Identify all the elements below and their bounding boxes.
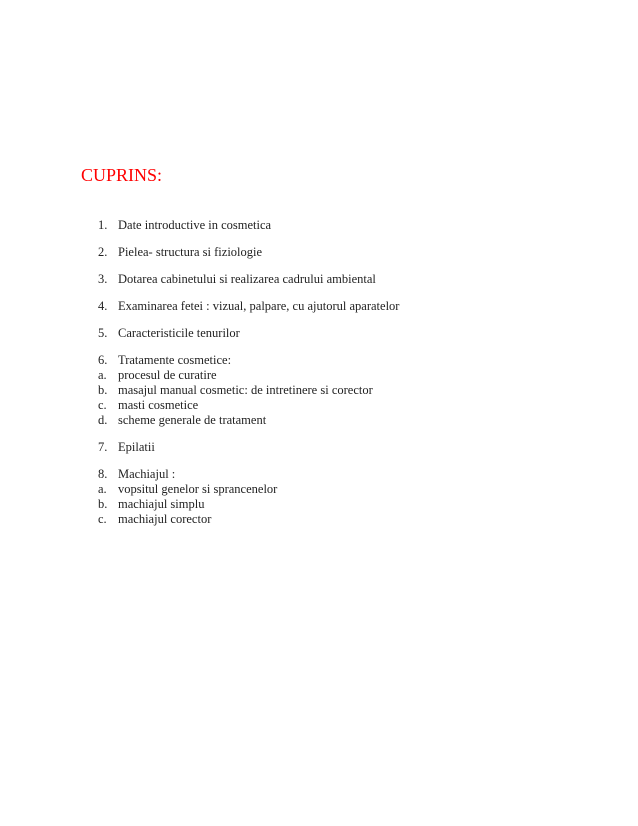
toc-item-text: Caracteristicile tenurilor [118, 326, 240, 340]
toc-subitem-letter: d. [98, 413, 108, 427]
toc-subitem [98, 413, 598, 428]
toc-item [98, 467, 598, 482]
page-title: CUPRINS: [81, 165, 163, 185]
toc-item-text: Pielea- structura si fiziologie [118, 245, 263, 259]
toc-subitem-letter: a. [98, 482, 107, 496]
toc-item-text: Dotarea cabinetului si realizarea cadrului ambiental [118, 272, 376, 286]
toc-item [98, 245, 598, 260]
toc-subitem-letter: b. [98, 383, 108, 397]
toc-subitem-text: procesul de curatire [118, 368, 217, 382]
toc-subitem-text: scheme generale de tratament [118, 413, 267, 427]
toc-subitem [98, 398, 598, 413]
toc-item-number: 8. [98, 467, 108, 481]
toc-group [98, 272, 598, 287]
toc-subitem-letter: c. [98, 512, 107, 526]
toc-item [98, 440, 598, 455]
toc-item-number: 1. [98, 218, 108, 232]
toc-item-number: 7. [98, 440, 108, 454]
toc-group [98, 245, 598, 260]
toc-subitem-text: machiajul corector [118, 512, 212, 526]
toc-subitem [98, 482, 598, 497]
toc-subitem [98, 383, 598, 398]
toc-group [98, 467, 598, 527]
toc-item-text: Epilatii [118, 440, 155, 454]
toc-subitem-letter: b. [98, 497, 108, 511]
toc-item-number: 4. [98, 299, 108, 313]
toc-group [98, 218, 598, 233]
toc-item [98, 326, 598, 341]
toc-subitem [98, 497, 598, 512]
toc-subitem-text: vopsitul genelor si sprancenelor [118, 482, 278, 496]
toc-subitem [98, 512, 598, 527]
table-of-contents [98, 218, 598, 539]
toc-item [98, 272, 598, 287]
toc-subitem-text: masajul manual cosmetic: de intretinere si corector [118, 383, 373, 397]
toc-item [98, 218, 598, 233]
toc-group [98, 440, 598, 455]
toc-item-number: 2. [98, 245, 108, 259]
toc-group [98, 326, 598, 341]
toc-subitem-text: masti cosmetice [118, 398, 199, 412]
toc-group [98, 299, 598, 314]
toc-subitem-text: machiajul simplu [118, 497, 205, 511]
toc-group [98, 353, 598, 428]
toc-item-number: 6. [98, 353, 108, 367]
toc-item-number: 5. [98, 326, 108, 340]
toc-item-text: Machiajul : [118, 467, 176, 481]
toc-item-text: Date introductive in cosmetica [118, 218, 272, 232]
toc-subitem-letter: a. [98, 368, 107, 382]
toc-subitem [98, 368, 598, 383]
toc-item-number: 3. [98, 272, 108, 286]
toc-item [98, 299, 598, 314]
toc-subitem-letter: c. [98, 398, 107, 412]
toc-item [98, 353, 598, 368]
toc-item-text: Tratamente cosmetice: [118, 353, 232, 367]
toc-item-text: Examinarea fetei : vizual, palpare, cu ajutorul aparatelor [118, 299, 400, 313]
